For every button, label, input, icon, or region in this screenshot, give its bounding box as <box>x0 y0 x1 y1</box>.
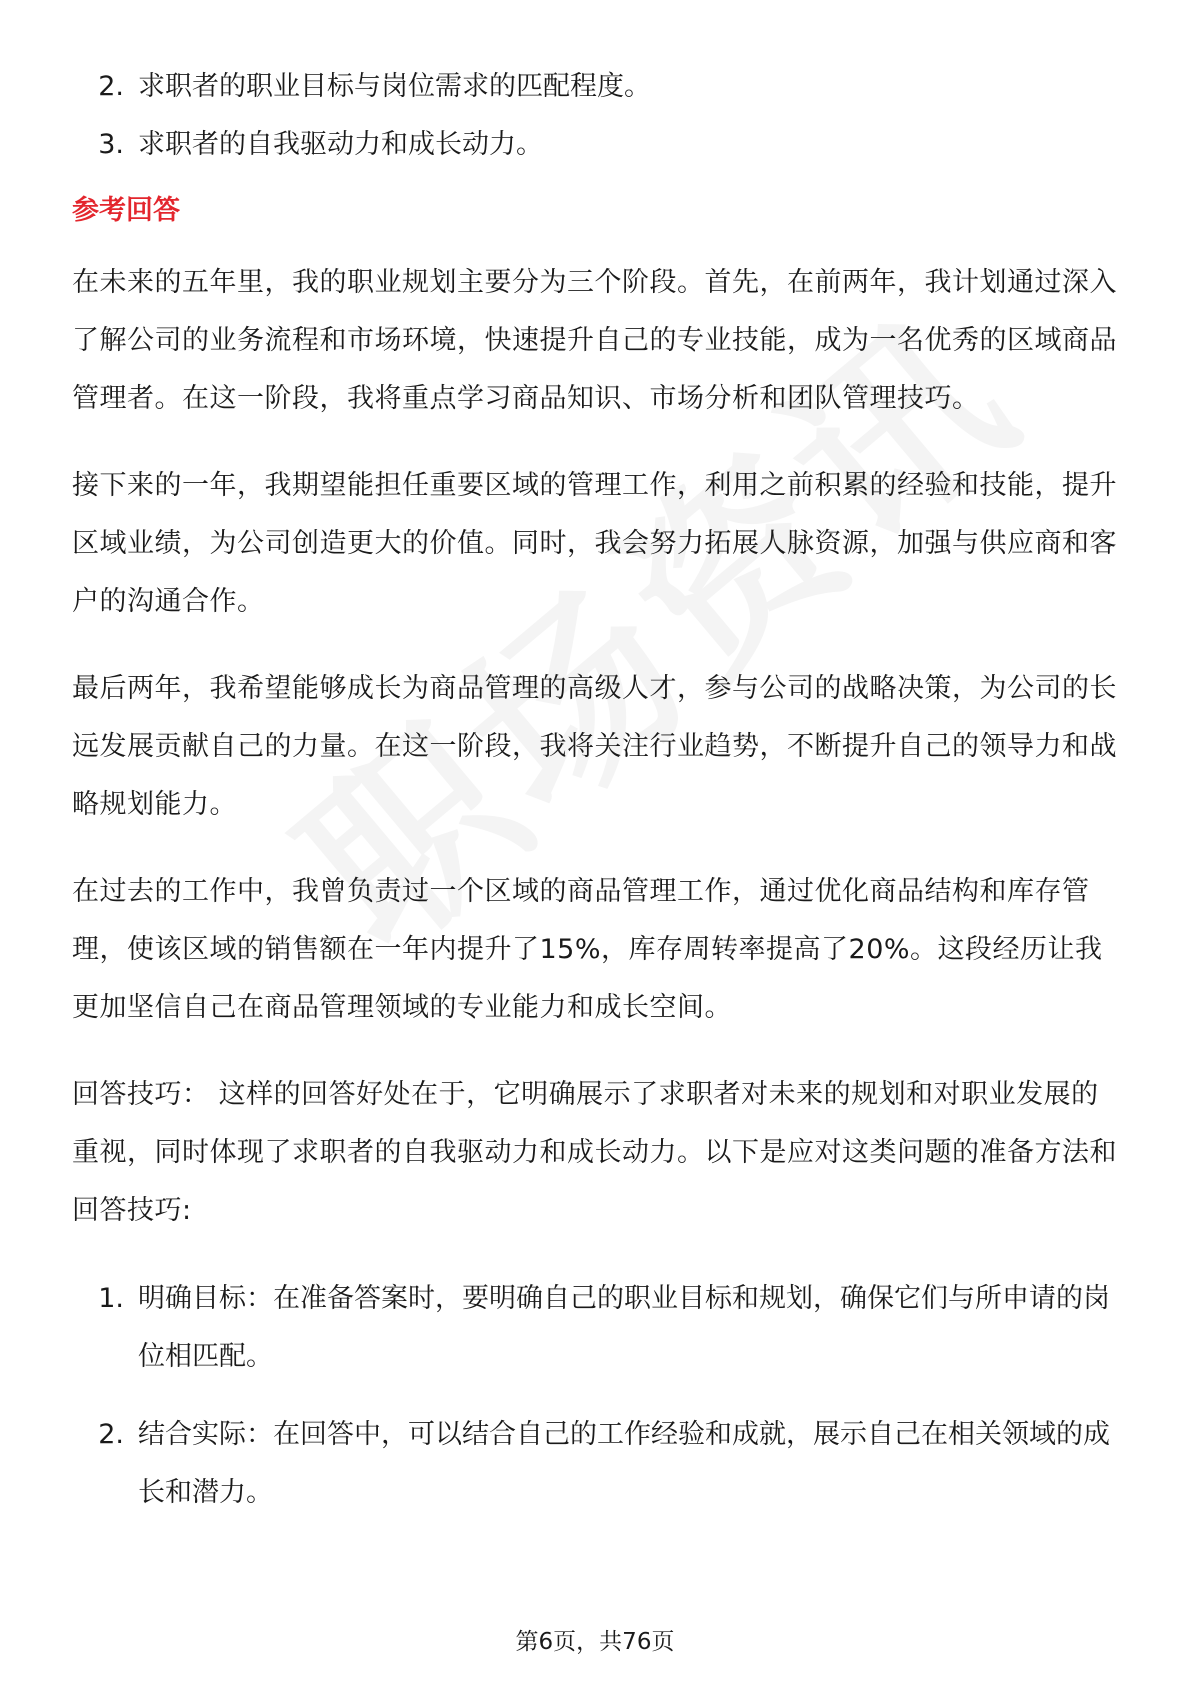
list-text: 求职者的自我驱动力和成长动力。 <box>138 129 543 160</box>
list-text: 明确目标：在准备答案时，要明确自己的职业目标和规划，确保它们与所申请的岗位相匹配。 <box>138 1283 1110 1372</box>
bottom-numbered-list <box>72 1270 1122 1522</box>
paragraph: 回答技巧： 这样的回答好处在于，它明确展示了求职者对未来的规划和对职业发展的重视，同时体现了求职者的自我驱动力和成长动力。以下是应对这类问题的准备方法和回答技巧: <box>72 1079 1117 1226</box>
document-content <box>72 58 1122 1542</box>
list-item <box>72 1270 1122 1386</box>
list-number: 1. <box>98 1283 124 1314</box>
list-number: 2. <box>98 71 124 102</box>
page-footer: 第6页，共76页 <box>515 1629 675 1655</box>
list-item <box>72 116 1122 174</box>
top-numbered-list <box>72 58 1122 174</box>
list-number: 2. <box>98 1419 124 1450</box>
list-item <box>72 1406 1122 1522</box>
paragraph: 在未来的五年里，我的职业规划主要分为三个阶段。首先，在前两年，我计划通过深入了解公司的业务流程和市场环境，快速提升自己的专业技能，成为一名优秀的区域商品管理者。在这一阶段，我将重点学习商品知识、市场分析和团队管理技巧。 <box>72 267 1117 414</box>
paragraph: 在过去的工作中，我曾负责过一个区域的商品管理工作，通过优化商品结构和库存管理，使该区域的销售额在一年内提升了15%，库存周转率提高了20%。这段经历让我更加坚信自己在商品管理领域的专业能力和成长空间。 <box>72 876 1103 1023</box>
list-text: 求职者的职业目标与岗位需求的匹配程度。 <box>138 71 651 102</box>
section-title: 参考回答 <box>72 195 180 226</box>
list-item <box>72 58 1122 116</box>
paragraph: 接下来的一年，我期望能担任重要区域的管理工作，利用之前积累的经验和技能，提升区域业绩，为公司创造更大的价值。同时，我会努力拓展人脉资源，加强与供应商和客户的沟通合作。 <box>72 470 1117 617</box>
list-number: 3. <box>98 129 124 160</box>
paragraph: 最后两年，我希望能够成长为商品管理的高级人才，参与公司的战略决策，为公司的长远发展贡献自己的力量。在这一阶段，我将关注行业趋势，不断提升自己的领导力和战略规划能力。 <box>72 673 1117 820</box>
list-text: 结合实际：在回答中，可以结合自己的工作经验和成就，展示自己在相关领域的成长和潜力。 <box>138 1419 1110 1508</box>
